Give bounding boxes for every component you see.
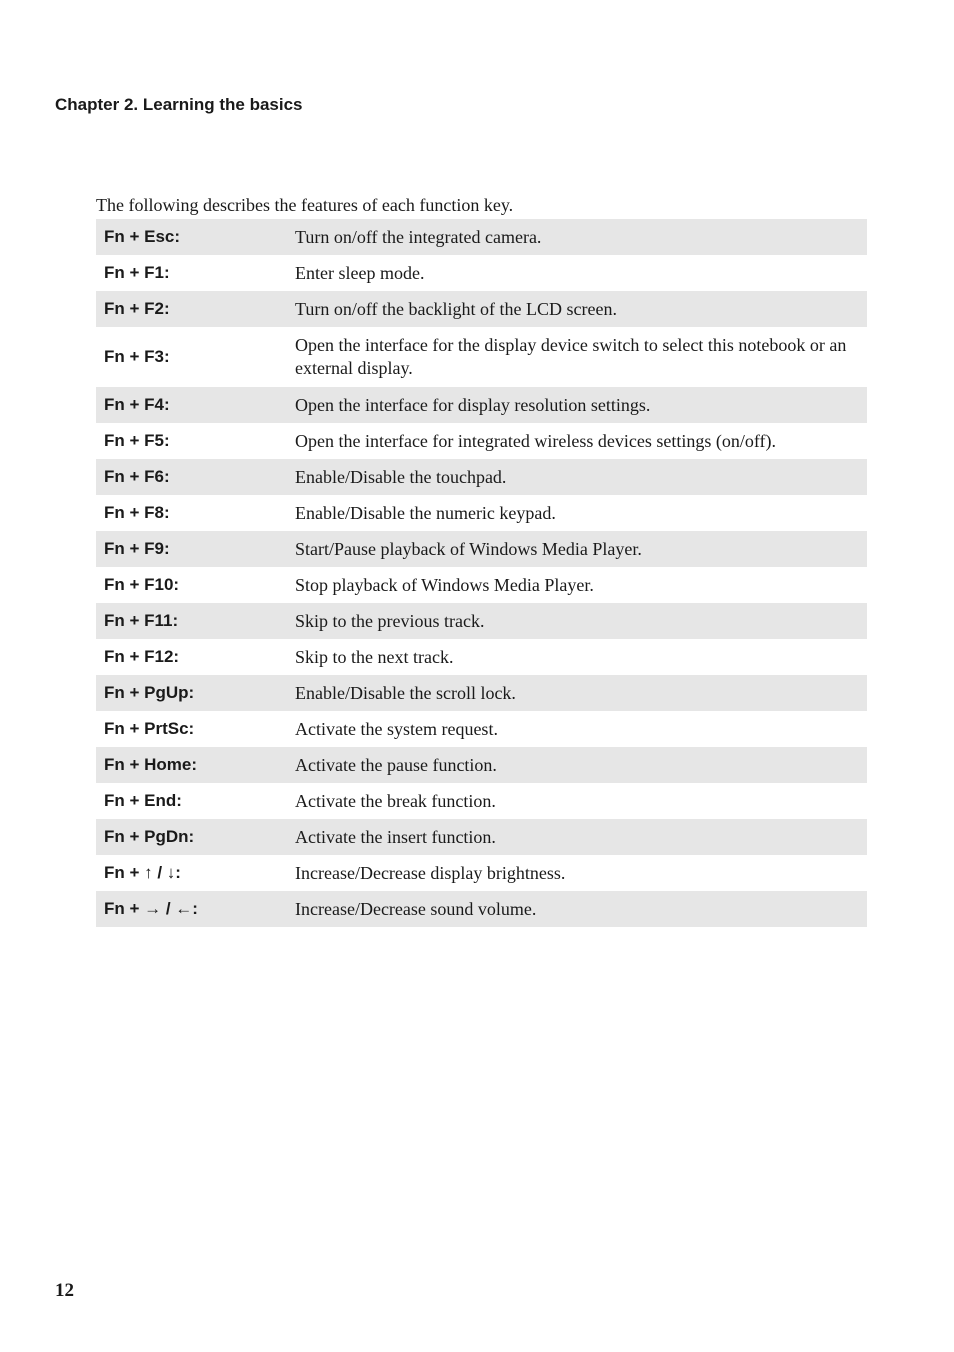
table-row — [96, 675, 867, 711]
page-number: 12 — [55, 1280, 74, 1301]
table-row — [96, 783, 867, 819]
function-key-description: Increase/Decrease display brightness. — [295, 862, 566, 883]
function-key-label: Fn + PrtSc: — [104, 719, 195, 738]
table-row — [96, 603, 867, 639]
table-row — [96, 855, 867, 891]
function-key-description: Skip to the previous track. — [295, 610, 485, 631]
intro-text: The following describes the features of each function key. — [96, 195, 514, 215]
function-key-description: Open the interface for display resolution settings. — [295, 394, 651, 415]
table-row — [96, 387, 867, 423]
table-row — [96, 423, 867, 459]
table-row — [96, 531, 867, 567]
function-key-description: Enable/Disable the scroll lock. — [295, 682, 516, 703]
table-row — [96, 711, 867, 747]
function-key-label: Fn + Esc: — [104, 227, 181, 246]
table-row — [96, 639, 867, 675]
function-key-label: Fn + F1: — [104, 263, 170, 282]
function-key-label: Fn + F4: — [104, 395, 170, 414]
table-row — [96, 255, 867, 291]
function-key-description: Skip to the next track. — [295, 646, 454, 667]
function-key-label: Fn + F6: — [104, 467, 170, 486]
function-key-description: Increase/Decrease sound volume. — [295, 898, 537, 919]
function-key-description: Open the interface for the display device switch to select this notebook or an external display. — [295, 335, 847, 378]
function-key-label: Fn + F8: — [104, 503, 170, 522]
function-key-description: Start/Pause playback of Windows Media Player. — [295, 538, 642, 559]
function-key-label: Fn + F9: — [104, 539, 170, 558]
function-key-description: Activate the insert function. — [295, 826, 496, 847]
function-key-description: Enable/Disable the touchpad. — [295, 466, 507, 487]
function-key-description: Stop playback of Windows Media Player. — [295, 574, 594, 595]
function-key-description: Enable/Disable the numeric keypad. — [295, 502, 556, 523]
function-key-description: Turn on/off the backlight of the LCD screen. — [295, 298, 617, 319]
function-key-label: Fn + PgDn: — [104, 827, 195, 846]
function-key-description: Enter sleep mode. — [295, 262, 425, 283]
table-row — [96, 567, 867, 603]
function-key-description: Turn on/off the integrated camera. — [295, 226, 542, 247]
table-row — [96, 219, 867, 255]
function-key-label: Fn + F3: — [104, 347, 170, 366]
function-key-label: Fn + ↑ / ↓: — [104, 863, 181, 882]
table-row — [96, 819, 867, 855]
table-row — [96, 291, 867, 327]
function-key-label: Fn + → / ←: — [104, 899, 198, 918]
function-key-label: Fn + F5: — [104, 431, 170, 450]
table-row — [96, 747, 867, 783]
function-key-label: Fn + F12: — [104, 647, 180, 666]
function-key-label: Fn + Home: — [104, 755, 198, 774]
function-key-description: Activate the pause function. — [295, 754, 497, 775]
table-row — [96, 459, 867, 495]
table-row — [96, 495, 867, 531]
function-key-label: Fn + PgUp: — [104, 683, 195, 702]
function-key-description: Activate the break function. — [295, 790, 496, 811]
function-key-label: Fn + F10: — [104, 575, 180, 594]
function-key-label: Fn + F2: — [104, 299, 170, 318]
table-row — [96, 327, 867, 387]
function-key-description: Open the interface for integrated wireless devices settings (on/off). — [295, 430, 776, 451]
chapter-title: Chapter 2. Learning the basics — [55, 95, 303, 114]
table-row — [96, 891, 867, 927]
function-key-label: Fn + End: — [104, 791, 182, 810]
function-key-description: Activate the system request. — [295, 718, 498, 739]
function-key-label: Fn + F11: — [104, 611, 179, 630]
function-key-table — [96, 219, 867, 927]
